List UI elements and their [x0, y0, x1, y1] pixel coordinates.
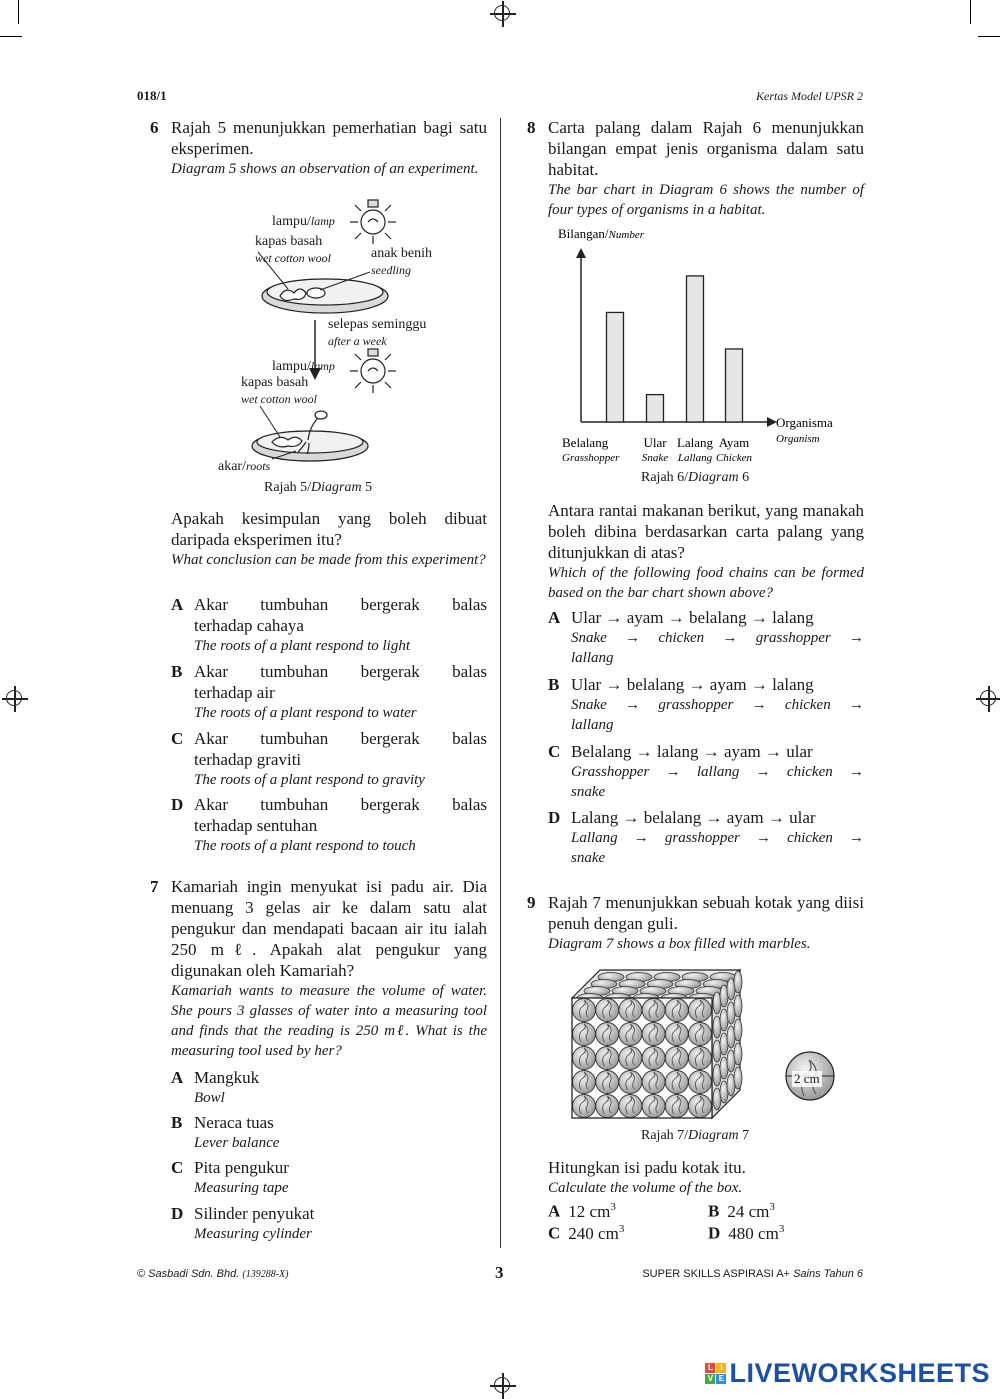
x-axis-label: Organisma — [776, 415, 833, 430]
y-axis-label: Bilangan/Number — [558, 226, 644, 241]
page-number: 3 — [495, 1263, 504, 1282]
option-word: → — [722, 630, 738, 646]
option-superscript: 3 — [618, 1223, 625, 1235]
answer-option[interactable] — [571, 607, 864, 668]
bar-grasshopper — [607, 312, 624, 422]
x-tick-label-en: Grasshopper — [562, 452, 620, 464]
option-text-en: Measuring tape — [194, 1180, 289, 1196]
label-roots-en: roots — [245, 459, 271, 473]
paper-title: Kertas Model UPSR 2 — [756, 89, 863, 103]
label-roots: akar/ — [218, 459, 246, 474]
option-word: Snake — [571, 630, 607, 646]
option-text-en: The roots of a plant respond to light — [194, 638, 410, 654]
option-text-en — [571, 762, 864, 782]
petri-dish — [262, 279, 388, 313]
option-text: Lalang → belalang → ayam → ular — [571, 808, 816, 827]
option-letter: B — [171, 1113, 183, 1132]
option-text-en: Bowl — [194, 1090, 225, 1106]
label-seedling-en: seedling — [371, 263, 411, 277]
option-text: terhadap graviti — [194, 750, 302, 769]
liveworksheets-logo — [705, 1358, 990, 1389]
option-text: 480 cm — [728, 1223, 779, 1243]
logo-text: LIVEWORKSHEETS — [729, 1358, 990, 1388]
option-letter: C — [548, 1223, 561, 1243]
q6-question: Apakah kesimpulan yang boleh dibuat daripada eksperimen itu? What conclusion can be made from this experiment? — [171, 509, 487, 568]
option-text-en — [571, 828, 864, 848]
marble-size-label: 2 cm — [794, 1071, 820, 1086]
option-letter: A — [171, 1068, 184, 1087]
diagram-6-caption: Rajah 6/Diagram 6 — [641, 470, 750, 485]
bar-chart — [555, 224, 875, 474]
label-cotton: kapas basah — [241, 375, 309, 390]
answer-option[interactable] — [194, 1112, 484, 1153]
question-number: 7 — [150, 877, 159, 896]
diagram-5 — [210, 196, 480, 496]
option-text: 24 cm — [727, 1201, 770, 1221]
option-text: Akar tumbuhan bergerak balas — [194, 595, 487, 614]
q6-stem: Rajah 5 menunjukkan pemerhatian bagi satu eksperimen. Diagram 5 shows an observation of an experiment. — [171, 118, 487, 177]
x-tick-label: Ular — [643, 435, 667, 450]
y-axis-arrow — [576, 248, 586, 258]
crop-mark — [18, 0, 19, 24]
option-word: chicken — [786, 764, 833, 780]
bar-chart-diagram-6 — [555, 224, 875, 494]
x-tick-label-en: Snake — [641, 452, 669, 464]
option-word: Grasshopper — [571, 764, 650, 780]
footer-series: SUPER SKILLS ASPIRASI A+ Sains Tahun 6 — [642, 1268, 863, 1280]
option-text: Silinder penyukat — [194, 1204, 315, 1223]
footer-copyright: © Sasbadi Sdn. Bhd. (139288-X) — [137, 1268, 289, 1280]
answer-option[interactable] — [571, 807, 864, 868]
label-seedling: anak benih — [371, 246, 433, 261]
x-tick-label: Belalang — [562, 435, 609, 450]
label-cotton-en: wet cotton wool — [241, 392, 317, 406]
q9-stem: Rajah 7 menunjukkan sebuah kotak yang diisi penuh dengan guli. Diagram 7 shows a box filled with marbles. — [548, 893, 864, 952]
option-text: Ular → belalang → ayam → lalang — [571, 675, 814, 694]
answer-option[interactable] — [194, 794, 487, 856]
option-letter: B — [171, 662, 183, 681]
option-letter: C — [171, 729, 184, 748]
q8-question: Antara rantai makanan berikut, yang manakah boleh dibina berdasarkan carta palang yang ditunjukkan di atas? Which of the following food chains can be formed based on the bar chart shown above? — [548, 501, 864, 601]
answer-option[interactable] — [194, 1157, 484, 1198]
diagram-7 — [570, 968, 840, 1128]
option-word: → — [751, 697, 767, 713]
answer-option[interactable] — [708, 1201, 775, 1222]
option-text-en: lallang — [571, 650, 614, 666]
option-text: terhadap sentuhan — [194, 816, 318, 835]
logo-badge-letter: I — [716, 1363, 726, 1373]
option-word: chicken — [784, 697, 831, 713]
option-letter: B — [708, 1201, 720, 1221]
option-text-en: The roots of a plant respond to gravity — [194, 772, 425, 788]
option-letter: D — [708, 1223, 721, 1243]
x-tick-label-en: Chicken — [715, 452, 753, 464]
label-after-week: selepas seminggu — [328, 317, 427, 332]
answer-option[interactable] — [548, 1201, 616, 1222]
option-superscript: 3 — [769, 1201, 775, 1213]
label-after-week-en: after a week — [328, 334, 387, 348]
option-word: → — [625, 630, 641, 646]
x-tick-label-en: Lallang — [677, 452, 713, 464]
logo-badge-letter: E — [716, 1374, 726, 1384]
option-text: Belalang → lalang → ayam → ular — [571, 742, 813, 761]
q8-stem: Carta palang dalam Rajah 6 menunjukkan bilangan empat jenis organisma dalam satu habitat. The bar chart in Diagram 6 shows the number of four types of organisms in a habitat. — [548, 118, 864, 218]
x-axis-label-en: Organism — [776, 433, 820, 445]
option-text-en: snake — [571, 850, 606, 866]
option-word: → — [755, 830, 771, 846]
question-number: 8 — [527, 118, 536, 137]
option-text: 12 cm — [568, 1201, 611, 1221]
label-lamp-en: lamp — [310, 214, 335, 228]
option-word: lallang — [696, 764, 740, 780]
option-word: grasshopper — [664, 830, 740, 846]
diagram-5-caption: Rajah 5/Diagram 5 — [264, 480, 373, 495]
registration-mark — [494, 5, 510, 21]
option-word: → — [848, 697, 864, 713]
option-word: → — [848, 830, 864, 846]
y-axis-label-en: Number — [608, 229, 644, 241]
question-number: 9 — [527, 893, 536, 912]
option-word: Snake — [571, 697, 607, 713]
answer-option[interactable] — [194, 1203, 484, 1244]
bar-chicken — [726, 349, 743, 422]
option-word: chicken — [658, 630, 705, 646]
option-letter: D — [171, 795, 184, 814]
option-letter: D — [548, 808, 561, 827]
option-text: Ular → ayam → belalang → lalang — [571, 608, 814, 627]
answer-option[interactable] — [571, 741, 864, 802]
option-text: Akar tumbuhan bergerak balas — [194, 795, 487, 814]
diagram-7-caption: Rajah 7/Diagram 7 — [641, 1128, 750, 1143]
option-text-en: The roots of a plant respond to touch — [194, 838, 416, 854]
q7-stem: Kamariah ingin menyukat isi padu air. Dia menuang 3 gelas air ke dalam satu alat pengukur dan mendapati bacaan air itu ialah 250 mℓ. Apakah alat pengukur yang digunakan oleh Kamariah? Kamariah wants to measure the volume of water. She pours 3 glasses of water into a measuring tool and finds that the reading is 250 mℓ. What is the measuring tool used by her? — [171, 877, 487, 1059]
registration-mark — [6, 690, 22, 706]
petri-dish — [252, 411, 368, 461]
option-superscript: 3 — [610, 1201, 616, 1213]
option-text-en — [571, 695, 864, 715]
option-word: → — [665, 764, 681, 780]
answer-option[interactable] — [194, 594, 487, 656]
logo-badge-letter: L — [705, 1363, 715, 1373]
option-text-en — [571, 628, 864, 648]
logo-badge-letter: V — [705, 1374, 715, 1384]
x-tick-label: Lalang — [676, 435, 714, 450]
option-letter: A — [548, 608, 561, 627]
option-text: Mangkuk — [194, 1068, 260, 1087]
x-tick-label: Ayam — [718, 435, 750, 450]
option-word: → — [625, 697, 641, 713]
option-text-en: snake — [571, 784, 606, 800]
option-word: grasshopper — [755, 630, 831, 646]
registration-mark — [980, 690, 996, 706]
crop-mark — [970, 0, 971, 24]
label-lamp: lampu/ — [272, 359, 311, 374]
label-lamp-en: lamp — [310, 359, 335, 373]
label-lamp: lampu/ — [272, 214, 311, 229]
answer-option[interactable] — [708, 1223, 784, 1244]
lamp-icon — [350, 349, 396, 393]
option-text-en: The roots of a plant respond to water — [194, 705, 417, 721]
option-word: Lallang — [571, 830, 618, 846]
option-word: → — [755, 764, 771, 780]
option-text-en: Lever balance — [194, 1135, 280, 1151]
option-text: Akar tumbuhan bergerak balas — [194, 729, 487, 748]
label-cotton: kapas basah — [255, 234, 323, 249]
bar-lallang — [687, 276, 704, 422]
option-letter: A — [171, 595, 184, 614]
answer-option[interactable] — [194, 661, 487, 723]
option-letter: B — [548, 675, 560, 694]
answer-option[interactable] — [194, 1067, 484, 1108]
option-text: Neraca tuas — [194, 1113, 274, 1132]
crop-mark — [978, 36, 1000, 37]
option-letter: A — [548, 1201, 561, 1221]
option-text-en: Measuring cylinder — [194, 1226, 312, 1242]
crop-mark — [0, 36, 22, 37]
answer-option[interactable] — [571, 674, 864, 735]
option-word: chicken — [787, 830, 833, 846]
option-text: Akar tumbuhan bergerak balas — [194, 662, 487, 681]
marble-box — [572, 970, 742, 1118]
option-text: 240 cm — [568, 1223, 619, 1243]
option-text: terhadap cahaya — [194, 616, 304, 635]
answer-option[interactable] — [194, 728, 487, 790]
option-word: → — [633, 830, 649, 846]
option-superscript: 3 — [778, 1223, 785, 1235]
option-letter: C — [548, 742, 561, 761]
option-word: → — [848, 630, 864, 646]
q9-question: Hitungkan isi padu kotak itu. Calculate the volume of the box. — [548, 1158, 746, 1196]
option-word: → — [849, 764, 864, 780]
bar-snake — [647, 395, 664, 422]
option-letter: D — [171, 1204, 184, 1223]
paper-code: 018/1 — [137, 88, 167, 103]
option-word: grasshopper — [658, 697, 734, 713]
option-text-en: lallang — [571, 717, 614, 733]
option-text: terhadap air — [194, 683, 275, 702]
option-text: Pita pengukur — [194, 1158, 289, 1177]
registration-mark — [494, 1377, 510, 1393]
label-cotton-en: wet cotton wool — [255, 251, 331, 265]
question-number: 6 — [150, 118, 159, 137]
column-divider — [500, 118, 501, 1248]
option-letter: C — [171, 1158, 184, 1177]
lamp-icon — [350, 200, 396, 244]
answer-option[interactable] — [548, 1223, 624, 1244]
logo-badge-icon — [705, 1363, 726, 1384]
